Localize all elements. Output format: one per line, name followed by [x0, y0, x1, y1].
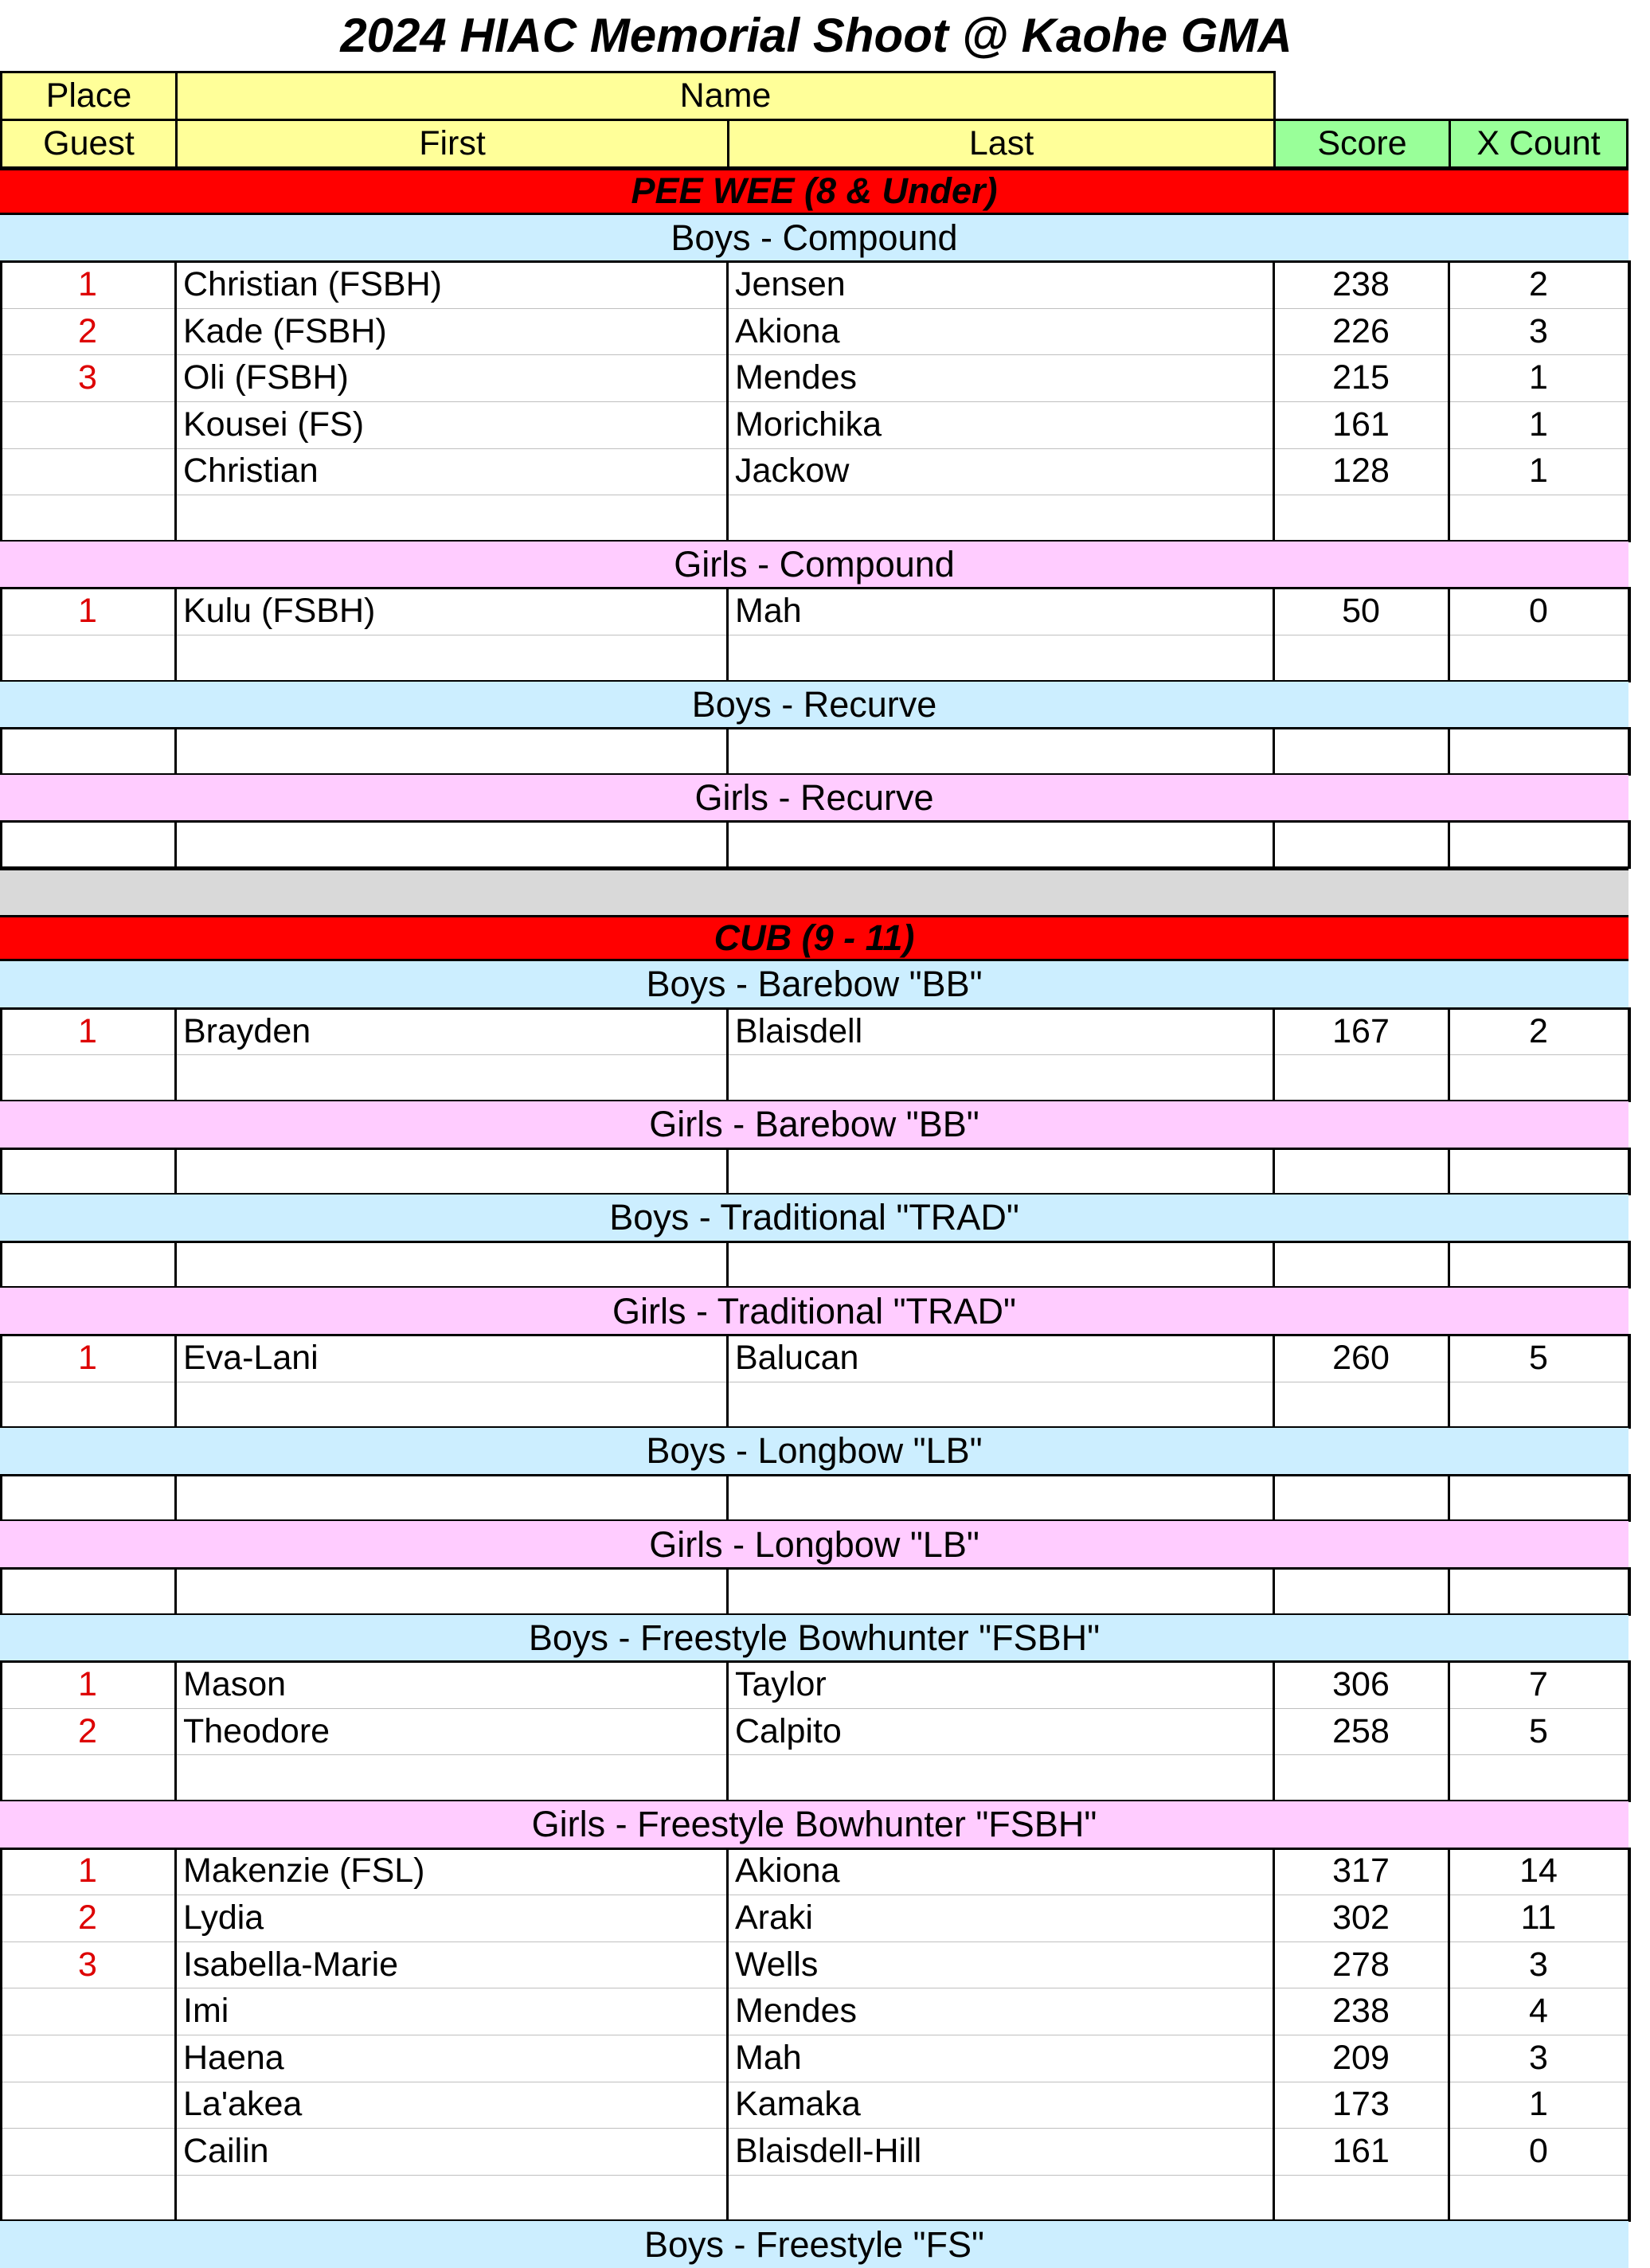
first-name-cell: Lydia	[183, 1898, 264, 1937]
header-score: Score	[1273, 119, 1451, 169]
table-row	[0, 1382, 1628, 1429]
column-border	[174, 1848, 177, 2222]
table-row	[0, 1568, 1628, 1615]
first-name-cell: Eva-Lani	[183, 1338, 319, 1377]
block-top-border	[0, 1567, 1631, 1570]
column-border	[0, 1568, 2, 1615]
table-row	[0, 495, 1628, 542]
column-border	[174, 1242, 177, 1288]
first-name-cell	[175, 1382, 727, 1429]
score-cell	[1273, 1148, 1449, 1195]
column-border	[1273, 1242, 1275, 1288]
x-count-cell	[1449, 2175, 1628, 2222]
section-separator	[0, 868, 1628, 915]
block-top-border	[0, 1007, 1631, 1010]
place-cell	[0, 1054, 175, 1101]
table-row	[0, 1708, 1628, 1755]
first-name-cell	[175, 1054, 727, 1101]
table-row	[0, 1988, 1628, 2035]
column-border	[1273, 1148, 1275, 1195]
score-cell: 50	[1342, 592, 1380, 631]
column-border	[1273, 821, 1275, 868]
block-top-border	[0, 727, 1631, 729]
category-header: Boys - Freestyle Bowhunter "FSBH"	[0, 1615, 1628, 1662]
x-count-cell	[1449, 635, 1628, 682]
x-count-cell: 3	[1529, 1945, 1548, 1984]
column-border	[174, 1148, 177, 1195]
place-cell: 1	[78, 1011, 97, 1050]
category-header: Boys - Freestyle "FS"	[0, 2221, 1628, 2268]
x-count-cell	[1449, 728, 1628, 775]
column-border	[726, 1661, 729, 1801]
last-name-cell	[727, 1382, 1273, 1429]
column-border	[726, 1008, 729, 1101]
column-border	[1273, 1335, 1275, 1428]
place-cell	[0, 2128, 175, 2175]
x-count-cell	[1449, 1568, 1628, 1615]
last-name-cell	[727, 1054, 1273, 1101]
score-cell: 167	[1332, 1011, 1390, 1050]
first-name-cell	[175, 728, 727, 775]
last-name-cell: Jackow	[735, 452, 850, 491]
x-count-cell: 0	[1529, 592, 1548, 631]
header-last: Last	[727, 119, 1276, 169]
x-count-cell: 1	[1529, 452, 1548, 491]
first-name-cell	[175, 2175, 727, 2222]
column-border	[1448, 1148, 1450, 1195]
column-border	[0, 1008, 2, 1101]
place-cell	[0, 401, 175, 448]
x-count-cell: 3	[1529, 311, 1548, 350]
table-row	[0, 1475, 1628, 1522]
last-name-cell: Mah	[735, 2038, 802, 2077]
score-cell: 209	[1332, 2038, 1390, 2077]
column-border	[726, 1148, 729, 1195]
column-border	[726, 1335, 729, 1428]
place-cell	[0, 1754, 175, 1801]
table-row	[0, 1335, 1628, 1382]
column-border	[1628, 1475, 1631, 1522]
place-cell	[0, 2175, 175, 2222]
place-cell	[0, 448, 175, 495]
table-row	[0, 2082, 1628, 2129]
place-cell	[0, 1988, 175, 2035]
column-border	[174, 1008, 177, 1101]
column-border	[1273, 1008, 1275, 1101]
block-top-border	[0, 260, 1631, 263]
place-cell: 2	[78, 311, 97, 350]
place-cell	[0, 1242, 175, 1288]
block-top-border	[0, 587, 1631, 589]
place-cell: 3	[78, 1945, 97, 1984]
last-name-cell: Araki	[735, 1898, 813, 1937]
first-name-cell	[175, 821, 727, 868]
first-name-cell: Theodore	[183, 1711, 330, 1750]
column-border	[174, 1335, 177, 1428]
score-cell: 302	[1332, 1898, 1390, 1937]
last-name-cell	[727, 2175, 1273, 2222]
column-border	[726, 588, 729, 681]
first-name-cell: Brayden	[183, 1011, 311, 1050]
score-cell	[1273, 635, 1449, 682]
score-cell: 226	[1332, 311, 1390, 350]
column-border	[0, 261, 2, 542]
last-name-cell: Mendes	[735, 1992, 857, 2031]
x-count-cell: 14	[1519, 1852, 1558, 1891]
column-border	[1273, 588, 1275, 681]
table-row	[0, 1754, 1628, 1801]
last-name-cell: Akiona	[735, 311, 840, 350]
table-row	[0, 448, 1628, 495]
x-count-cell: 1	[1529, 358, 1548, 397]
column-border	[174, 261, 177, 542]
column-border	[726, 1568, 729, 1615]
last-name-cell	[727, 1754, 1273, 1801]
last-name-cell: Kamaka	[735, 2085, 861, 2124]
table-row	[0, 401, 1628, 448]
first-name-cell: Cailin	[183, 2131, 269, 2170]
category-header: Girls - Longbow "LB"	[0, 1521, 1628, 1568]
score-cell: 215	[1332, 358, 1390, 397]
category-header: Girls - Recurve	[0, 775, 1628, 822]
category-header: Boys - Compound	[0, 215, 1628, 262]
column-border	[1273, 261, 1275, 542]
last-name-cell	[727, 495, 1273, 542]
place-cell	[0, 635, 175, 682]
column-border	[1448, 261, 1450, 542]
place-cell: 2	[78, 1898, 97, 1937]
page-title: 2024 HIAC Memorial Shoot @ Kaohe GMA	[340, 9, 1292, 62]
x-count-cell	[1449, 1382, 1628, 1429]
x-count-cell: 11	[1520, 1898, 1557, 1937]
table-row	[0, 635, 1628, 682]
score-cell: 161	[1332, 2131, 1390, 2170]
column-border	[0, 1242, 2, 1288]
table-row	[0, 1148, 1628, 1195]
score-cell: 173	[1332, 2085, 1390, 2124]
last-name-cell	[727, 821, 1273, 868]
category-header: Girls - Traditional "TRAD"	[0, 1288, 1628, 1335]
category-header: Girls - Barebow "BB"	[0, 1101, 1628, 1148]
first-name-cell: Kousei (FS)	[183, 405, 365, 444]
x-count-cell: 5	[1529, 1338, 1548, 1377]
score-cell	[1273, 1242, 1449, 1288]
last-name-cell	[727, 1148, 1273, 1195]
column-border	[1628, 1335, 1631, 1428]
block-top-border	[0, 1148, 1631, 1150]
x-count-cell: 4	[1529, 1992, 1548, 2031]
table-row	[0, 728, 1628, 775]
place-cell: 1	[78, 264, 97, 303]
category-header: Boys - Longbow "LB"	[0, 1428, 1628, 1475]
score-cell: 258	[1332, 1711, 1390, 1750]
place-cell: 1	[78, 1664, 97, 1703]
table-row	[0, 1242, 1628, 1288]
table-row	[0, 821, 1628, 868]
first-name-cell: Imi	[183, 1992, 229, 2031]
last-name-cell: Akiona	[735, 1852, 840, 1891]
last-name-cell: Jensen	[735, 264, 846, 303]
first-name-cell	[175, 1475, 727, 1522]
last-name-cell: Blaisdell	[735, 1011, 863, 1050]
score-cell	[1273, 1568, 1449, 1615]
column-border	[1628, 1148, 1631, 1195]
first-name-cell: La'akea	[183, 2085, 303, 2124]
header-xcount: X Count	[1449, 119, 1628, 169]
column-border	[174, 1661, 177, 1801]
category-header: Boys - Barebow "BB"	[0, 961, 1628, 1008]
table-row	[0, 308, 1628, 355]
score-cell	[1273, 2175, 1449, 2222]
table-row	[0, 2128, 1628, 2175]
column-border	[726, 821, 729, 868]
first-name-cell	[175, 1148, 727, 1195]
score-cell: 278	[1332, 1945, 1390, 1984]
column-border	[0, 1335, 2, 1428]
first-name-cell: Mason	[183, 1664, 287, 1703]
last-name-cell	[727, 1568, 1273, 1615]
division-header: CUB (9 - 11)	[0, 915, 1628, 962]
first-name-cell: Isabella-Marie	[183, 1945, 399, 1984]
column-border	[726, 1475, 729, 1522]
header-place: Place	[0, 71, 178, 121]
score-cell	[1273, 1382, 1449, 1429]
score-cell: 317	[1332, 1852, 1390, 1891]
place-cell	[0, 1148, 175, 1195]
header-first: First	[175, 119, 729, 169]
column-border	[1448, 588, 1450, 681]
score-cell	[1273, 1054, 1449, 1101]
column-border	[1628, 261, 1631, 542]
first-name-cell: Haena	[183, 2038, 284, 2077]
table-row	[0, 261, 1628, 308]
first-name-cell	[175, 1754, 727, 1801]
last-name-cell: Mah	[735, 592, 802, 631]
first-name-cell: Makenzie (FSL)	[183, 1852, 425, 1891]
table-row	[0, 1895, 1628, 1941]
header-name: Name	[175, 71, 1276, 121]
column-border	[0, 1148, 2, 1195]
table-row	[0, 1661, 1628, 1708]
table-row	[0, 1848, 1628, 1895]
block-top-border	[0, 1241, 1631, 1243]
column-border	[1628, 1242, 1631, 1288]
place-cell	[0, 1475, 175, 1522]
score-cell	[1273, 1754, 1449, 1801]
column-border	[1628, 588, 1631, 681]
place-cell	[0, 495, 175, 542]
first-name-cell	[175, 1568, 727, 1615]
score-cell	[1273, 495, 1449, 542]
header-guest: Guest	[0, 119, 178, 169]
category-header: Boys - Recurve	[0, 682, 1628, 729]
x-count-cell: 2	[1529, 264, 1548, 303]
block-top-border	[0, 1334, 1631, 1336]
first-name-cell: Christian (FSBH)	[183, 264, 442, 303]
place-cell	[0, 2035, 175, 2082]
column-border	[0, 1661, 2, 1801]
column-border	[726, 1242, 729, 1288]
column-border	[1628, 1848, 1631, 2222]
x-count-cell	[1449, 1475, 1628, 1522]
first-name-cell: Kade (FSBH)	[183, 311, 387, 350]
column-border	[0, 1848, 2, 2222]
score-cell: 161	[1332, 405, 1390, 444]
place-cell: 1	[78, 1338, 97, 1377]
first-name-cell	[175, 1242, 727, 1288]
category-header: Girls - Freestyle Bowhunter "FSBH"	[0, 1801, 1628, 1848]
block-top-border	[0, 1848, 1631, 1850]
score-cell	[1273, 821, 1449, 868]
last-name-cell: Morichika	[735, 405, 882, 444]
last-name-cell: Mendes	[735, 358, 857, 397]
last-name-cell: Blaisdell-Hill	[735, 2131, 922, 2170]
column-border	[1628, 821, 1631, 868]
place-cell	[0, 1382, 175, 1429]
column-border	[0, 728, 2, 775]
score-cell: 238	[1332, 1992, 1390, 2031]
last-name-cell: Taylor	[735, 1664, 827, 1703]
column-border	[1628, 728, 1631, 775]
place-cell: 1	[78, 1852, 97, 1891]
x-count-cell: 2	[1529, 1011, 1548, 1050]
x-count-cell	[1449, 1242, 1628, 1288]
score-cell	[1273, 1475, 1449, 1522]
first-name-cell: Oli (FSBH)	[183, 358, 349, 397]
score-cell: 260	[1332, 1338, 1390, 1377]
last-name-cell	[727, 635, 1273, 682]
column-border	[174, 588, 177, 681]
place-cell	[0, 728, 175, 775]
column-border	[1448, 1848, 1450, 2222]
score-cell: 238	[1332, 264, 1390, 303]
column-border	[1628, 1568, 1631, 1615]
x-count-cell: 1	[1529, 2085, 1548, 2124]
last-name-cell	[727, 1475, 1273, 1522]
first-name-cell: Kulu (FSBH)	[183, 592, 376, 631]
column-border	[174, 1568, 177, 1615]
first-name-cell	[175, 635, 727, 682]
x-count-cell: 0	[1529, 2131, 1548, 2170]
column-border	[1448, 728, 1450, 775]
table-row	[0, 1008, 1628, 1055]
x-count-cell: 1	[1529, 405, 1548, 444]
column-border	[1448, 821, 1450, 868]
block-top-border	[0, 820, 1631, 823]
table-row	[0, 2175, 1628, 2222]
place-cell	[0, 821, 175, 868]
table-row	[0, 354, 1628, 401]
block-top-border	[0, 1660, 1631, 1663]
column-border	[1628, 1661, 1631, 1801]
division-header: PEE WEE (8 & Under)	[0, 168, 1628, 215]
column-border	[174, 728, 177, 775]
score-cell: 128	[1332, 452, 1390, 491]
table-row	[0, 1941, 1628, 1988]
x-count-cell	[1449, 1754, 1628, 1801]
table-row	[0, 1054, 1628, 1101]
column-border	[726, 261, 729, 542]
category-header: Girls - Compound	[0, 542, 1628, 589]
column-border	[1273, 1848, 1275, 2222]
place-cell: 3	[78, 358, 97, 397]
column-border	[1448, 1568, 1450, 1615]
column-border	[1448, 1242, 1450, 1288]
last-name-cell: Wells	[735, 1945, 819, 1984]
place-cell	[0, 2082, 175, 2129]
column-border	[1628, 1008, 1631, 1101]
column-border	[1448, 1661, 1450, 1801]
table-row	[0, 588, 1628, 635]
column-border	[1273, 1661, 1275, 1801]
x-count-cell	[1449, 821, 1628, 868]
last-name-cell	[727, 1242, 1273, 1288]
x-count-cell	[1449, 1054, 1628, 1101]
column-border	[1448, 1475, 1450, 1522]
column-border	[726, 1848, 729, 2222]
column-border	[726, 728, 729, 775]
score-cell	[1273, 728, 1449, 775]
last-name-cell	[727, 728, 1273, 775]
column-border	[0, 588, 2, 681]
last-name-cell: Calpito	[735, 1711, 842, 1750]
column-border	[174, 821, 177, 868]
column-border	[1273, 1568, 1275, 1615]
x-count-cell: 3	[1529, 2038, 1548, 2077]
column-border	[1273, 1475, 1275, 1522]
block-top-border	[0, 1474, 1631, 1476]
column-border	[0, 821, 2, 868]
x-count-cell	[1449, 495, 1628, 542]
x-count-cell: 5	[1529, 1711, 1548, 1750]
category-header: Boys - Traditional "TRAD"	[0, 1195, 1628, 1242]
place-cell	[0, 1568, 175, 1615]
place-cell: 1	[78, 592, 97, 631]
place-cell: 2	[78, 1711, 97, 1750]
table-row	[0, 2035, 1628, 2082]
last-name-cell: Balucan	[735, 1338, 859, 1377]
first-name-cell: Christian	[183, 452, 319, 491]
column-border	[0, 1475, 2, 1522]
x-count-cell	[1449, 1148, 1628, 1195]
first-name-cell	[175, 495, 727, 542]
column-border	[1273, 728, 1275, 775]
column-border	[1448, 1008, 1450, 1101]
column-border	[1448, 1335, 1450, 1428]
score-cell: 306	[1332, 1664, 1390, 1703]
column-border	[174, 1475, 177, 1522]
x-count-cell: 7	[1529, 1664, 1548, 1703]
